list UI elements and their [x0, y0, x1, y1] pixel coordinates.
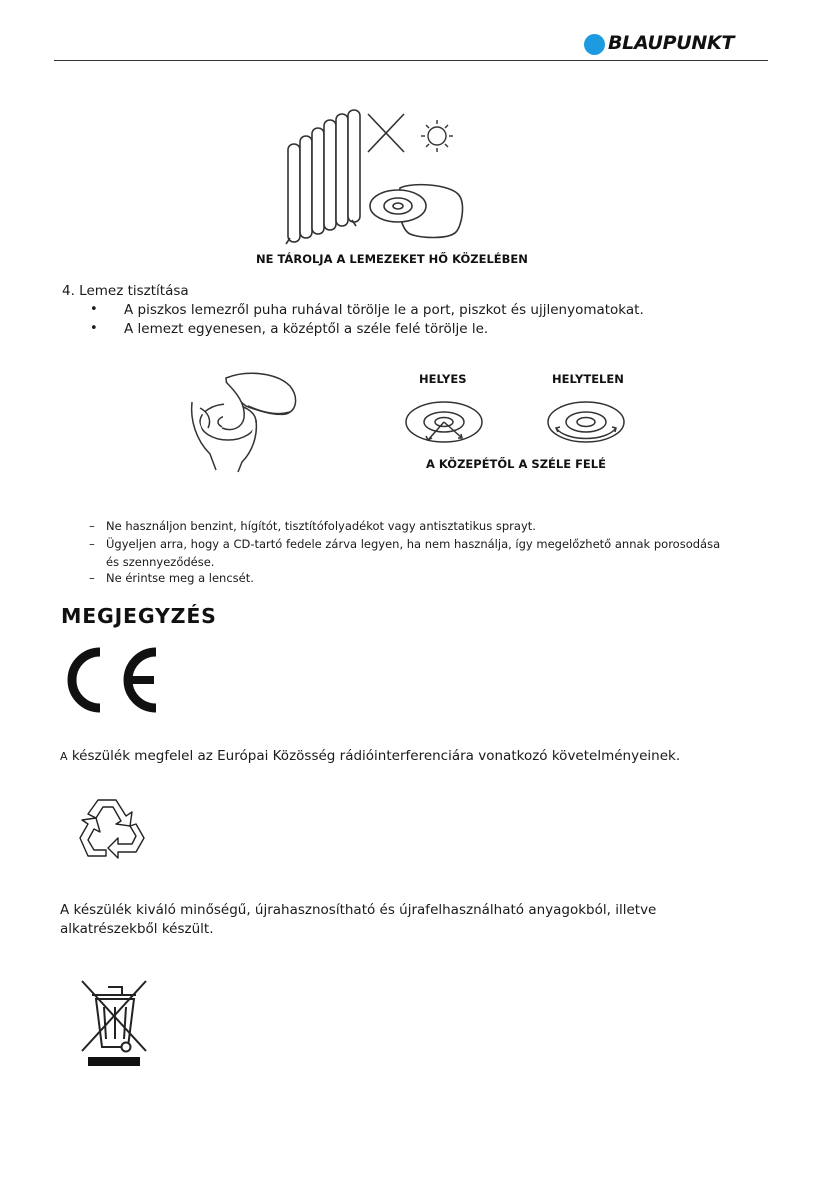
heat-warning-caption: NE TÁROLJA A LEMEZEKET HŐ KÖZELÉBEN	[256, 252, 528, 266]
ce-statement	[60, 748, 680, 764]
sun-icon	[421, 120, 453, 152]
dash-symbol: –	[89, 571, 95, 585]
incorrect-wipe-diagram	[546, 398, 626, 446]
heat-warning-illustration	[280, 108, 470, 248]
header-divider	[54, 60, 768, 61]
warning-item: Ne érintse meg a lencsét.	[106, 571, 254, 585]
bullet-item: A piszkos lemezről puha ruhával törölje le a port, piszkot és ujjlenyomatokat.	[124, 302, 644, 318]
ce-statement-text: készülék megfelel az Európai Közösség rádióinterferenciára vonatkozó követelményeinek.	[71, 748, 681, 764]
correct-wipe-diagram	[404, 398, 484, 446]
cross-icon	[368, 114, 404, 152]
bullet-symbol: •	[90, 321, 98, 336]
direction-caption: A KÖZEPÉTŐL A SZÉLE FELÉ	[426, 457, 606, 471]
bullet-symbol: •	[90, 302, 98, 317]
brand-dot-icon	[584, 34, 605, 55]
correct-label: HELYES	[419, 372, 467, 386]
brand-name: BLAUPUNKT	[608, 32, 735, 54]
brand-logo	[584, 31, 768, 57]
warning-item: Ügyeljen arra, hogy a CD-tartó fedele zárva legyen, ha nem használja, így megelőzhető annak porosodása	[106, 537, 721, 551]
crossed-bin-icon	[78, 977, 150, 1069]
ce-mark-icon	[66, 646, 162, 714]
hand-wiping-illustration	[186, 370, 302, 474]
recycle-statement-line2: alkatrészekből készült.	[60, 921, 214, 937]
notice-heading: MEGJEGYZÉS	[61, 604, 217, 628]
dash-symbol: –	[89, 537, 95, 551]
recycle-statement-line1: A készülék kiváló minőségű, újrahasznosítható és újrafelhasználható anyagokból, illetve	[60, 902, 657, 918]
warning-item-continuation: és szennyeződése.	[106, 555, 215, 569]
incorrect-label: HELYTELEN	[552, 372, 624, 386]
dash-symbol: –	[89, 519, 95, 533]
bullet-item: A lemezt egyenesen, a középtől a széle felé törölje le.	[124, 321, 489, 337]
warning-item: Ne használjon benzint, hígítót, tisztítófolyadékot vagy antisztatikus sprayt.	[106, 519, 536, 533]
radiator-icon	[286, 110, 360, 244]
recycle-icon	[76, 794, 146, 858]
ce-statement-prefix: A	[60, 750, 68, 763]
section-title: 4. Lemez tisztítása	[62, 283, 189, 299]
disc-case-icon	[370, 185, 462, 238]
